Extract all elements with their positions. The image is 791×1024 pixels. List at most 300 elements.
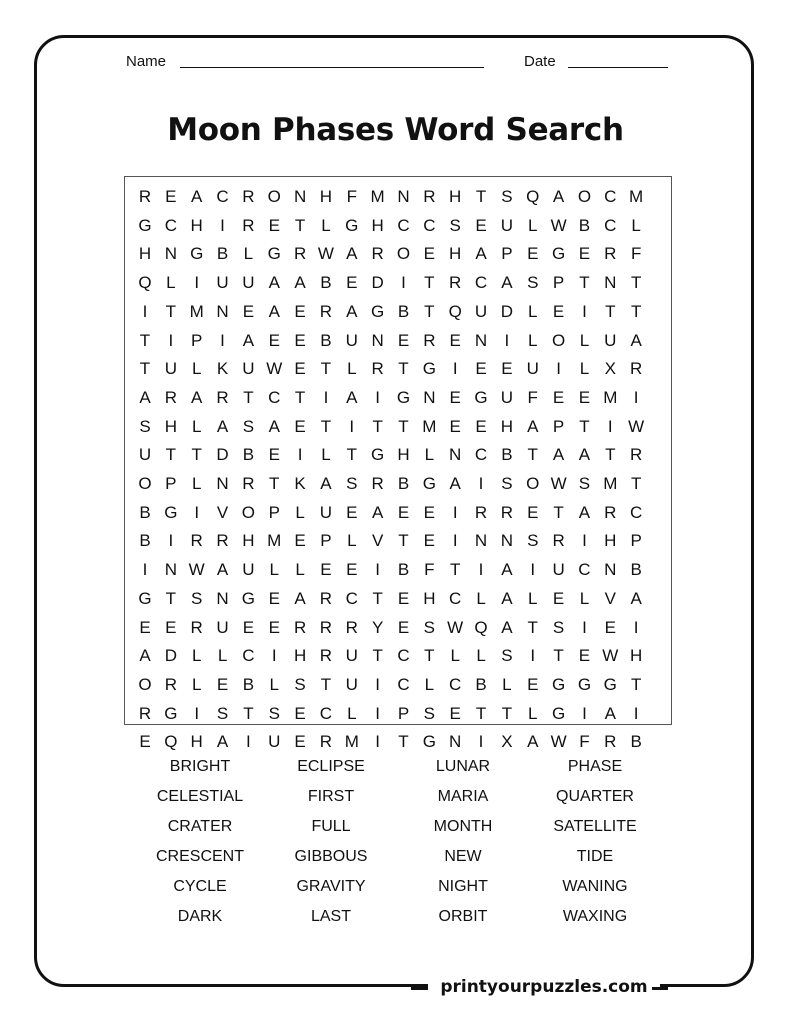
grid-letter[interactable]: G [551,244,566,264]
grid-letter[interactable]: A [552,445,565,465]
grid-letter[interactable]: R [216,531,229,551]
grid-letter[interactable]: B [320,330,332,350]
grid-letter[interactable]: C [397,674,410,694]
grid-letter[interactable]: I [349,416,355,436]
grid-letter[interactable]: G [371,301,385,321]
grid-letter[interactable]: L [321,445,331,465]
grid-letter[interactable]: E [294,531,306,551]
grid-letter[interactable]: T [372,588,383,608]
grid-letter[interactable]: X [604,359,616,379]
grid-letter[interactable]: U [500,215,514,235]
grid-letter[interactable]: L [166,273,176,293]
grid-letter[interactable]: L [347,531,357,551]
grid-letter[interactable]: H [242,531,255,551]
grid-letter[interactable]: I [271,646,277,666]
grid-letter[interactable]: U [164,359,177,379]
name-field[interactable] [180,67,484,68]
grid-letter[interactable]: T [139,330,151,350]
grid-letter[interactable]: E [294,732,306,752]
grid-letter[interactable]: I [194,703,200,723]
grid-letter[interactable]: C [474,445,488,465]
grid-letter[interactable]: T [165,301,177,321]
grid-letter[interactable]: T [630,273,642,293]
grid-letter[interactable]: A [501,617,513,637]
grid-letter[interactable]: B [139,531,151,551]
grid-letter[interactable]: H [164,416,177,436]
grid-letter[interactable]: I [375,674,380,694]
grid-letter[interactable]: E [346,273,358,293]
grid-letter[interactable]: R [319,301,333,321]
grid-letter[interactable]: N [164,244,177,264]
grid-letter[interactable]: T [475,187,487,206]
grid-letter[interactable]: I [582,531,587,551]
grid-letter[interactable]: T [191,445,202,465]
grid-letter[interactable]: I [607,416,613,436]
grid-letter[interactable]: U [138,445,152,465]
grid-letter[interactable]: A [501,273,513,293]
grid-letter[interactable]: I [375,387,380,407]
grid-letter[interactable]: R [630,445,643,465]
grid-letter[interactable]: U [216,617,229,637]
grid-letter[interactable]: L [269,560,279,580]
grid-letter[interactable]: L [528,215,538,235]
grid-letter[interactable]: I [323,387,329,407]
grid-letter[interactable]: R [552,531,565,551]
grid-letter[interactable]: E [578,646,591,666]
grid-letter[interactable]: N [216,588,229,608]
grid-letter[interactable]: S [449,215,461,235]
grid-letter[interactable]: E [139,617,151,637]
grid-letter[interactable]: E [527,244,539,264]
grid-letter[interactable]: T [269,474,280,493]
grid-letter[interactable]: D [500,301,514,321]
grid-letter[interactable]: U [242,273,255,293]
grid-letter[interactable]: G [422,359,436,379]
grid-letter[interactable]: B [139,502,151,522]
grid-letter[interactable]: S [423,703,436,723]
grid-letter[interactable]: A [501,560,513,580]
grid-letter[interactable]: P [552,273,565,293]
grid-letter[interactable]: I [478,732,484,752]
grid-letter[interactable]: R [319,646,333,666]
grid-letter[interactable]: L [191,646,202,666]
grid-letter[interactable]: L [295,502,305,522]
grid-letter[interactable]: D [371,273,384,293]
grid-letter[interactable]: A [527,416,539,436]
grid-letter[interactable]: I [297,445,303,465]
grid-letter[interactable]: P [268,502,280,522]
grid-letter[interactable]: S [423,617,436,637]
grid-letter[interactable]: G [396,387,411,407]
grid-letter[interactable]: H [449,244,462,264]
grid-letter[interactable]: R [371,359,384,379]
grid-letter[interactable]: A [139,387,151,407]
grid-letter[interactable]: H [449,187,462,206]
grid-letter[interactable]: V [216,502,229,522]
grid-letter[interactable]: C [268,387,281,407]
grid-letter[interactable]: E [604,617,616,637]
grid-letter[interactable]: M [603,474,618,493]
grid-letter[interactable]: P [630,531,642,551]
grid-letter[interactable]: B [475,674,487,694]
grid-letter[interactable]: G [603,674,617,694]
grid-letter[interactable]: E [397,502,410,522]
grid-letter[interactable]: A [371,502,384,522]
grid-letter[interactable]: A [501,588,513,608]
grid-letter[interactable]: I [582,703,587,723]
grid-letter[interactable]: E [242,617,255,637]
grid-letter[interactable]: A [320,474,332,493]
grid-letter[interactable]: M [603,387,618,407]
grid-letter[interactable]: T [165,445,177,465]
grid-letter[interactable]: F [527,387,538,407]
grid-letter[interactable]: I [452,359,458,379]
grid-letter[interactable]: T [320,674,332,694]
grid-letter[interactable]: I [556,359,561,379]
grid-letter[interactable]: H [190,732,203,752]
grid-letter[interactable]: A [294,588,306,608]
grid-letter[interactable]: W [550,474,567,493]
grid-letter[interactable]: M [267,531,282,551]
grid-letter[interactable]: R [604,502,617,522]
grid-letter[interactable]: T [243,703,254,723]
grid-letter[interactable]: L [191,416,202,436]
grid-letter[interactable]: B [216,244,229,264]
grid-letter[interactable]: H [630,646,643,666]
grid-letter[interactable]: L [528,330,538,350]
grid-letter[interactable]: E [397,588,410,608]
grid-letter[interactable]: I [504,330,510,350]
grid-letter[interactable]: E [449,703,461,723]
grid-letter[interactable]: R [190,531,203,551]
grid-letter[interactable]: R [164,674,177,694]
grid-letter[interactable]: E [423,244,436,264]
grid-letter[interactable]: H [604,531,617,551]
grid-letter[interactable]: L [295,560,305,580]
grid-letter[interactable]: O [267,187,281,206]
grid-letter[interactable]: R [164,387,177,407]
grid-letter[interactable]: E [578,387,591,407]
grid-letter[interactable]: E [139,732,151,752]
grid-letter[interactable]: T [501,703,513,723]
grid-letter[interactable]: R [319,732,333,752]
grid-letter[interactable]: E [242,301,255,321]
grid-letter[interactable]: R [319,617,333,637]
grid-letter[interactable]: E [578,244,591,264]
grid-letter[interactable]: H [319,187,333,206]
grid-letter[interactable]: A [242,330,255,350]
grid-letter[interactable]: T [630,474,642,493]
grid-letter[interactable]: P [397,703,410,723]
grid-letter[interactable]: L [579,588,590,608]
grid-letter[interactable]: T [372,416,383,436]
grid-letter[interactable]: I [452,502,458,522]
grid-letter[interactable]: B [242,445,255,465]
grid-letter[interactable]: L [528,588,538,608]
grid-letter[interactable]: L [631,215,641,235]
grid-letter[interactable]: L [424,674,435,694]
grid-letter[interactable]: L [476,588,486,608]
grid-letter[interactable]: R [371,244,384,264]
grid-letter[interactable]: G [138,588,152,608]
grid-letter[interactable]: I [142,560,148,580]
grid-letter[interactable]: I [582,301,587,321]
grid-letter[interactable]: B [397,560,410,580]
grid-letter[interactable]: P [320,531,332,551]
grid-letter[interactable]: G [551,703,566,723]
grid-letter[interactable]: B [501,445,513,465]
grid-letter[interactable]: T [372,646,383,666]
grid-letter[interactable]: Y [371,617,384,637]
grid-letter[interactable]: S [501,187,513,206]
grid-letter[interactable]: A [527,732,539,752]
grid-letter[interactable]: W [188,560,205,580]
grid-letter[interactable]: I [194,273,200,293]
grid-letter[interactable]: A [191,387,203,407]
grid-letter[interactable]: B [578,215,591,235]
grid-letter[interactable]: L [217,646,228,666]
grid-letter[interactable]: B [320,273,332,293]
grid-letter[interactable]: R [293,244,307,264]
grid-letter[interactable]: L [269,674,279,694]
grid-letter[interactable]: A [139,646,151,666]
grid-letter[interactable]: C [630,502,643,522]
grid-letter[interactable]: G [345,215,359,235]
grid-letter[interactable]: Q [474,617,488,637]
grid-letter[interactable]: W [628,416,645,436]
grid-letter[interactable]: S [139,416,151,436]
grid-letter[interactable]: E [501,359,513,379]
grid-letter[interactable]: S [268,703,280,723]
grid-letter[interactable]: E [475,215,487,235]
grid-letter[interactable]: E [165,187,177,206]
grid-letter[interactable]: R [371,474,384,493]
grid-letter[interactable]: O [138,674,152,694]
grid-letter[interactable]: S [527,531,539,551]
grid-letter[interactable]: A [475,244,487,264]
grid-letter[interactable]: R [449,273,462,293]
grid-letter[interactable]: A [552,187,565,206]
grid-letter[interactable]: F [630,244,642,264]
grid-letter[interactable]: E [449,330,461,350]
grid-letter[interactable]: C [604,187,617,206]
grid-letter[interactable]: H [423,588,436,608]
grid-letter[interactable]: E [449,416,461,436]
grid-letter[interactable]: A [604,703,616,723]
grid-letter[interactable]: T [579,416,590,436]
grid-letter[interactable]: G [422,732,436,752]
grid-letter[interactable]: L [476,646,486,666]
grid-letter[interactable]: A [216,416,229,436]
grid-letter[interactable]: G [422,474,436,493]
grid-letter[interactable]: I [194,502,200,522]
grid-letter[interactable]: R [423,187,436,206]
grid-letter[interactable]: R [604,732,617,752]
grid-letter[interactable]: W [317,244,334,264]
grid-letter[interactable]: F [346,187,357,206]
grid-letter[interactable]: A [630,588,642,608]
grid-letter[interactable]: W [550,215,567,235]
grid-letter[interactable]: U [242,359,255,379]
grid-letter[interactable]: O [241,502,255,522]
grid-letter[interactable]: S [191,588,203,608]
grid-letter[interactable]: O [551,330,566,350]
grid-letter[interactable]: O [396,244,411,264]
grid-letter[interactable]: K [216,359,229,379]
grid-letter[interactable]: F [424,560,435,580]
grid-letter[interactable]: E [346,560,358,580]
grid-letter[interactable]: K [294,474,306,493]
grid-letter[interactable]: C [474,273,488,293]
grid-letter[interactable]: I [375,732,380,752]
grid-letter[interactable]: S [501,646,513,666]
grid-letter[interactable]: T [449,560,461,580]
grid-letter[interactable]: I [452,531,458,551]
grid-letter[interactable]: B [397,301,410,321]
grid-letter[interactable]: G [164,703,178,723]
grid-letter[interactable]: V [371,531,384,551]
grid-letter[interactable]: E [268,588,280,608]
grid-letter[interactable]: S [527,273,539,293]
grid-letter[interactable]: E [294,703,306,723]
grid-letter[interactable]: A [578,445,591,465]
grid-letter[interactable]: P [165,474,177,493]
grid-letter[interactable]: W [266,359,283,379]
grid-letter[interactable]: T [139,359,151,379]
grid-letter[interactable]: U [345,330,358,350]
grid-letter[interactable]: R [242,215,255,235]
grid-letter[interactable]: N [474,330,488,350]
grid-letter[interactable]: E [268,330,280,350]
grid-letter[interactable]: S [216,703,229,723]
grid-letter[interactable]: C [164,215,177,235]
grid-letter[interactable]: E [216,674,229,694]
grid-letter[interactable]: G [164,502,178,522]
grid-letter[interactable]: P [501,244,513,264]
grid-letter[interactable]: S [294,674,306,694]
grid-letter[interactable]: E [423,502,436,522]
grid-letter[interactable]: M [344,732,359,752]
grid-letter[interactable]: O [526,474,540,493]
grid-letter[interactable]: T [630,301,642,321]
grid-letter[interactable]: E [475,359,487,379]
grid-letter[interactable]: I [633,703,639,723]
grid-letter[interactable]: R [423,330,436,350]
grid-letter[interactable]: L [191,359,202,379]
grid-letter[interactable]: C [423,215,436,235]
grid-letter[interactable]: C [397,215,410,235]
grid-letter[interactable]: I [633,387,639,407]
grid-letter[interactable]: E [397,617,410,637]
grid-letter[interactable]: I [633,617,639,637]
grid-letter[interactable]: I [530,646,536,666]
grid-letter[interactable]: U [552,560,565,580]
grid-letter[interactable]: U [319,502,333,522]
grid-letter[interactable]: I [220,215,225,235]
grid-letter[interactable]: E [294,330,306,350]
grid-letter[interactable]: E [346,502,358,522]
grid-letter[interactable]: I [246,732,251,752]
grid-letter[interactable]: V [604,588,616,608]
grid-letter[interactable]: N [423,387,436,407]
grid-letter[interactable]: T [398,359,409,379]
grid-letter[interactable]: R [630,359,643,379]
grid-letter[interactable]: E [527,502,539,522]
grid-letter[interactable]: S [552,617,565,637]
grid-letter[interactable]: T [243,387,254,407]
grid-letter[interactable]: Q [526,187,540,206]
grid-letter[interactable]: T [320,416,332,436]
grid-letter[interactable]: P [191,330,203,350]
grid-letter[interactable]: G [577,674,592,694]
grid-letter[interactable]: L [450,646,460,666]
grid-letter[interactable]: T [294,387,306,407]
grid-letter[interactable]: U [500,387,514,407]
grid-letter[interactable]: N [397,187,410,206]
grid-letter[interactable]: U [345,674,358,694]
grid-letter[interactable]: D [216,445,229,465]
grid-letter[interactable]: I [168,330,174,350]
grid-letter[interactable]: T [398,416,409,436]
grid-letter[interactable]: A [346,387,358,407]
grid-letter[interactable]: O [577,187,592,206]
grid-letter[interactable]: H [138,244,152,264]
grid-letter[interactable]: A [630,330,642,350]
grid-letter[interactable]: G [474,387,488,407]
grid-letter[interactable]: T [553,646,564,666]
grid-letter[interactable]: C [578,560,591,580]
grid-letter[interactable]: U [242,560,255,580]
grid-letter[interactable]: L [243,244,254,264]
grid-letter[interactable]: T [475,703,487,723]
grid-letter[interactable]: E [268,617,280,637]
grid-letter[interactable]: L [191,474,202,493]
grid-letter[interactable]: A [346,301,358,321]
grid-letter[interactable]: N [216,301,229,321]
grid-letter[interactable]: L [579,359,590,379]
grid-letter[interactable]: L [191,674,202,694]
grid-letter[interactable]: A [346,244,358,264]
grid-letter[interactable]: G [190,244,204,264]
grid-letter[interactable]: L [347,359,357,379]
date-field[interactable] [568,67,668,68]
grid-letter[interactable]: L [502,674,512,694]
grid-letter[interactable]: S [501,474,513,493]
grid-letter[interactable]: U [216,273,229,293]
grid-letter[interactable]: G [551,674,566,694]
grid-letter[interactable]: R [242,187,255,206]
grid-letter[interactable]: B [630,560,642,580]
grid-letter[interactable]: T [424,646,435,666]
grid-letter[interactable]: A [578,502,591,522]
grid-letter[interactable]: A [268,273,280,293]
grid-letter[interactable]: E [294,301,306,321]
grid-letter[interactable]: T [320,359,332,379]
grid-letter[interactable]: E [268,445,280,465]
grid-letter[interactable]: M [189,301,204,321]
grid-letter[interactable]: I [401,273,406,293]
grid-letter[interactable]: R [190,617,203,637]
grid-letter[interactable]: C [319,703,333,723]
grid-letter[interactable]: A [268,301,280,321]
grid-letter[interactable]: H [190,215,203,235]
grid-letter[interactable]: B [630,732,642,752]
grid-letter[interactable]: T [579,273,590,293]
grid-letter[interactable]: U [345,646,358,666]
grid-letter[interactable]: H [500,416,514,436]
grid-letter[interactable]: N [474,531,488,551]
grid-letter[interactable]: U [526,359,539,379]
